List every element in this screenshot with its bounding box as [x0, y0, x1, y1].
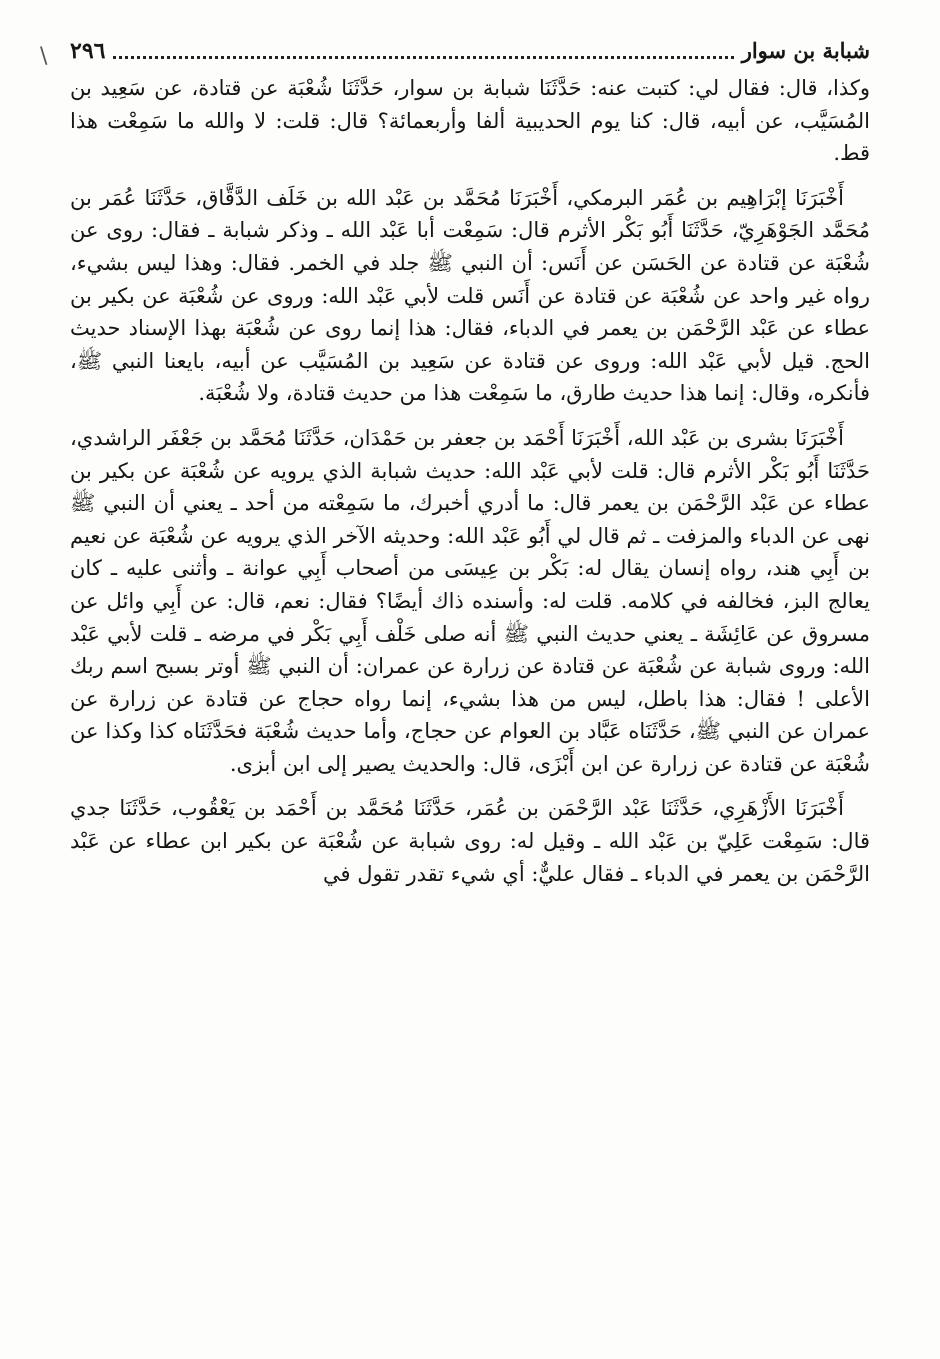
running-head [70, 34, 870, 68]
page-number: ٢٩٦ [70, 38, 106, 64]
paragraph-4: أَخْبَرَنَا الأَزْهَرِي، حَدَّثَنَا عَبْد الرَّحْمَن بن عُمَر، حَدَّثَنَا مُحَمَّد بن أَحْمَد بن يَعْقُوب، حَدَّثَنَا جدي قال: سَمِعْت عَلِيّ بن عَبْد الله ـ وقيل له: روى شبابة عن شُعْبَة عن بكير ابن عطاء عن عَبْد الرَّحْمَن بن يعمر في الدباء ـ فقال عليٌّ: أي شيء تقدر تقول في [70, 796, 871, 886]
margin-mark: \ [40, 44, 48, 69]
running-head-title: شبابة بن سوار [741, 38, 870, 63]
body-text [70, 72, 870, 890]
paragraph-2: أَخْبَرَنَا إبْرَاهِيم بن عُمَر البرمكي، أَخْبَرَنَا مُحَمَّد بن عَبْد الله بن خَلَف الدَّقَّاق، حَدَّثَنَا عُمَر بن مُحَمَّد الجَوْهَرِيّ، حَدَّثَنَا أَبُو بَكْر الأثرم قال: سَمِعْت أبا عَبْد الله ـ وذكر شبابة ـ فقال: روى عن شُعْبَة عن قتادة عن الحَسَن عن أَنَس: أن النبي ﷺ جلد في الخمر. فقال: وهذا ليس بشيء، رواه غير واحد عن شُعْبَة عن قتادة عن أَنَس قلت لأبي عَبْد الله: وروى عن شُعْبَة عن بكير بن عطاء عن عَبْد الرَّحْمَن بن يعمر في الدباء، فقال: هذا إنما روى عن شُعْبَة بهذا الإسناد حديث الحج. قيل لأبي عَبْد الله: وروى عن قتادة عن سَعِيد بن المُسَيَّب عن أبيه، بايعنا النبي ﷺ، فأنكره، وقال: إنما هذا حديث طارق، ما سَمِعْت هذا من حديث قتادة، ولا شُعْبَة. [70, 185, 870, 406]
dotted-leader [113, 55, 733, 59]
paragraph-1: وكذا، قال: فقال لي: كتبت عنه: حَدَّثَنَا شبابة بن سوار، حَدَّثَنَا شُعْبَة عن قتادة، عن سَعِيد بن المُسَيَّب، عن أبيه، قال: كنا يوم الحديبية ألفا وأربعمائة؟ قال: قلت: لا والله ما سَمِعْت هذا قط. [70, 76, 870, 166]
paragraph-3: أَخْبَرَنَا بشرى بن عَبْد الله، أَخْبَرَنَا أَحْمَد بن جعفر بن حَمْدَان، حَدَّثَنَا مُحَمَّد بن جَعْفَر الراشدي، حَدَّثَنَا أَبُو بَكْر الأثرم قال: قلت لأبي عَبْد الله: حديث شبابة الذي يرويه عن شُعْبَة عن بكير بن عطاء عن عَبْد الرَّحْمَن بن يعمر قال: ما أدري أخبرك، ما سَمِعْته من أحد ـ يعني أن النبي ﷺ نهى عن الدباء والمزفت ـ ثم قال لي أَبُو عَبْد الله: وحديثه الآخر الذي يرويه عن شُعْبَة عن نعيم بن أَبِي هند، رواه إنسان يقال له: بَكْر بن عِيسَى من أصحاب أَبِي عوانة ـ وأثنى عليه ـ كان يعالج البز، فخالفه في كلامه. قلت له: وأسنده ذاك أيضًا؟ فقال: نعم، قال: عن أَبِي وائل عن مسروق عن عَائِشَة ـ يعني حديث النبي ﷺ أنه صلى خَلْف أَبِي بَكْر في مرضه ـ قلت لأبي عَبْد الله: وروى شبابة عن شُعْبَة عن قتادة عن زرارة عن عمران: أن النبي ﷺ أوتر بسبح اسم ربك الأعلى ! فقال: هذا باطل، ليس من هذا بشيء، إنما رواه حجاج عن قتادة عن زرارة عن عمران عن النبي ﷺ، حَدَّثَنَاه عَبَّاد بن العوام عن حجاج، وأما حديث شُعْبَة فحَدَّثَنَاه كذا وكذا عن شُعْبَة عن قتادة عن زرارة عن ابن أَبْزَى، قال: والحديث يصير إلى ابن أبزى. [70, 425, 870, 776]
